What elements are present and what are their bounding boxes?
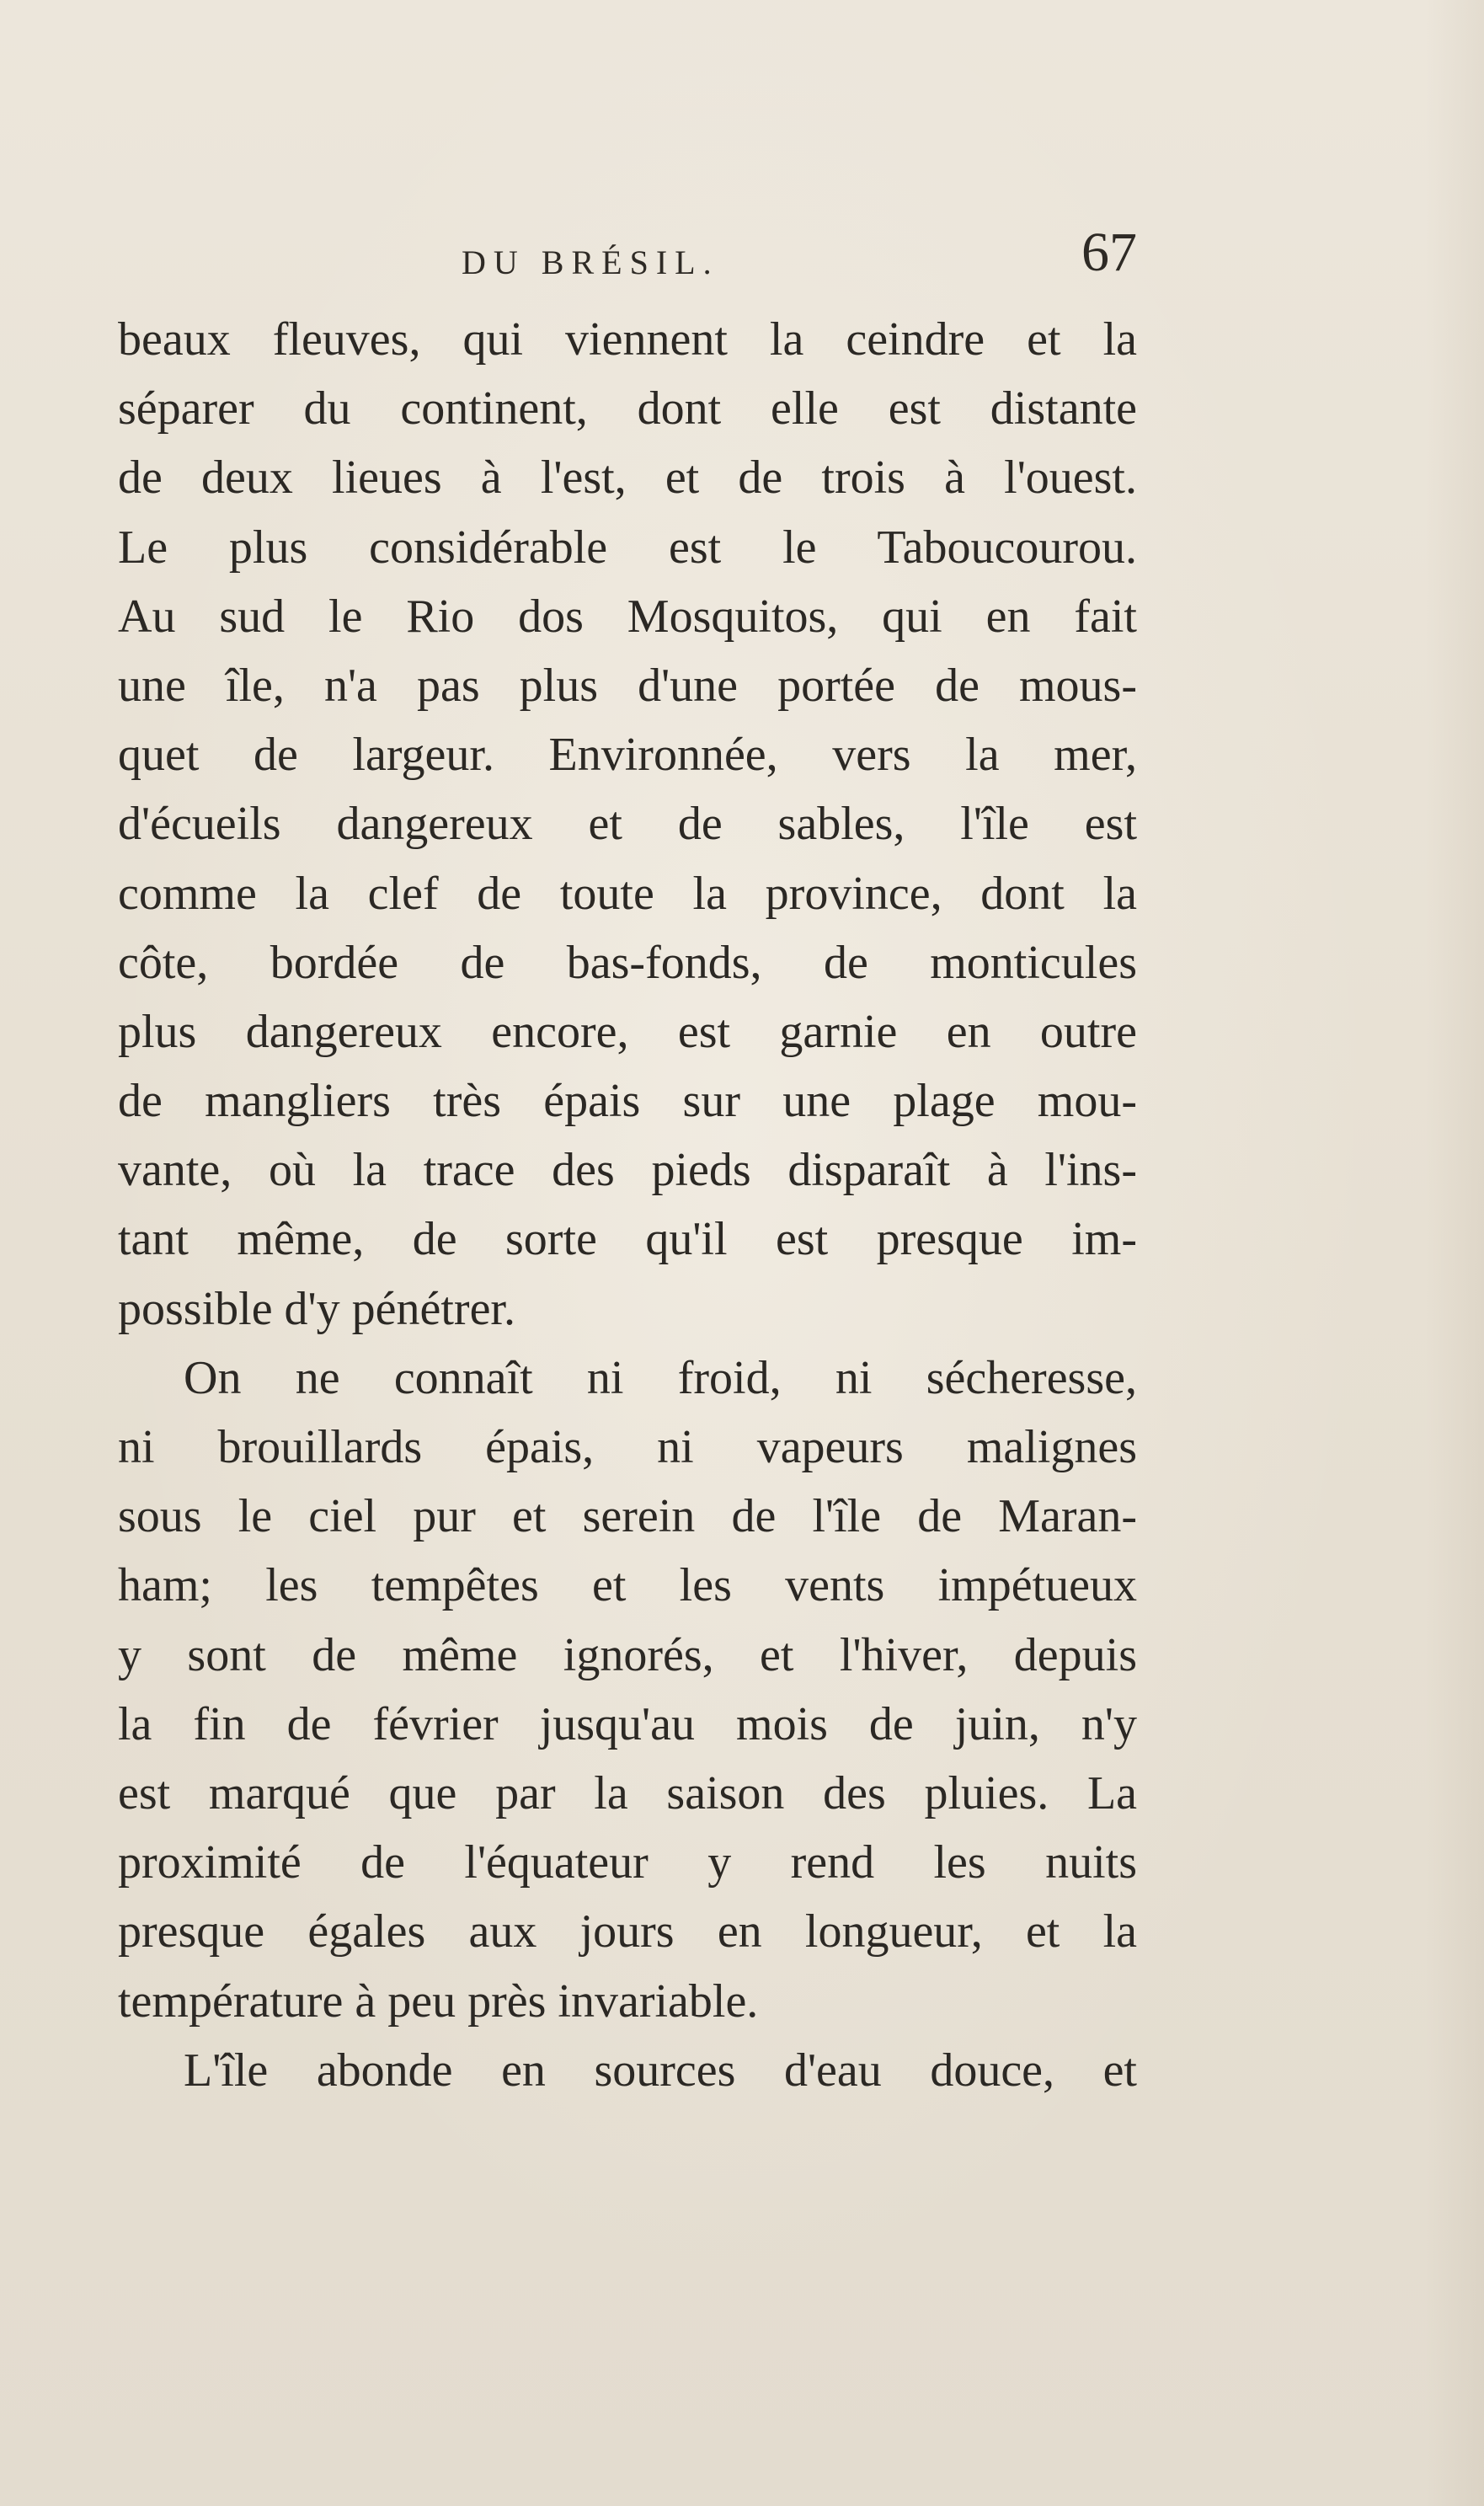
text-line: séparer du continent, dont elle est distante — [118, 382, 1137, 435]
text-line: y sont de même ignorés, et l'hiver, depuis — [118, 1628, 1137, 1681]
text-line: sous le ciel pur et serein de l'île de Maran- — [118, 1490, 1137, 1543]
text-line: la fin de février jusqu'au mois de juin, n'y — [118, 1697, 1137, 1750]
text-line: beaux fleuves, qui viennent la ceindre et la — [118, 313, 1137, 366]
text-line: côte, bordée de bas-fonds, de monticules — [118, 936, 1137, 989]
text-line: quet de largeur. Environnée, vers la mer, — [118, 729, 1137, 782]
text-line: possible d'y pénétrer. — [118, 1282, 515, 1335]
page-edge-shadow — [1425, 0, 1484, 2506]
running-head: DU BRÉSIL. — [462, 243, 719, 281]
page-number: 67 — [1081, 222, 1137, 283]
text-line: ham; les tempêtes et les vents impétueux — [118, 1559, 1137, 1612]
text-line: L'île abonde en sources d'eau douce, et — [184, 2044, 1137, 2097]
text-line: vante, où la trace des pieds disparaît à l'ins- — [118, 1144, 1137, 1197]
text-line: comme la clef de toute la province, dont la — [118, 867, 1137, 920]
text-line: une île, n'a pas plus d'une portée de mous- — [118, 659, 1137, 712]
text-line: température à peu près invariable. — [118, 1974, 759, 2028]
text-line: tant même, de sorte qu'il est presque im- — [118, 1213, 1137, 1266]
text-line: de deux lieues à l'est, et de trois à l'ouest. — [118, 452, 1137, 505]
text-line: de mangliers très épais sur une plage mou- — [118, 1075, 1137, 1128]
text-line: Le plus considérable est le Taboucourou. — [118, 521, 1137, 574]
text-line: est marqué que par la saison des pluies. La — [118, 1766, 1137, 1819]
text-line: ni brouillards épais, ni vapeurs malignes — [118, 1421, 1137, 1473]
text-line: On ne connaît ni froid, ni sécheresse, — [184, 1351, 1137, 1404]
text-line: presque égales aux jours en longueur, et la — [118, 1905, 1137, 1958]
text-line: proximité de l'équateur y rend les nuits — [118, 1836, 1137, 1889]
text-line: Au sud le Rio dos Mosquitos, qui en fait — [118, 590, 1137, 643]
body-text — [118, 305, 1137, 2105]
text-line: plus dangereux encore, est garnie en outre — [118, 1005, 1137, 1058]
text-line: d'écueils dangereux et de sables, l'île est — [118, 798, 1137, 851]
page-header — [118, 221, 1137, 297]
